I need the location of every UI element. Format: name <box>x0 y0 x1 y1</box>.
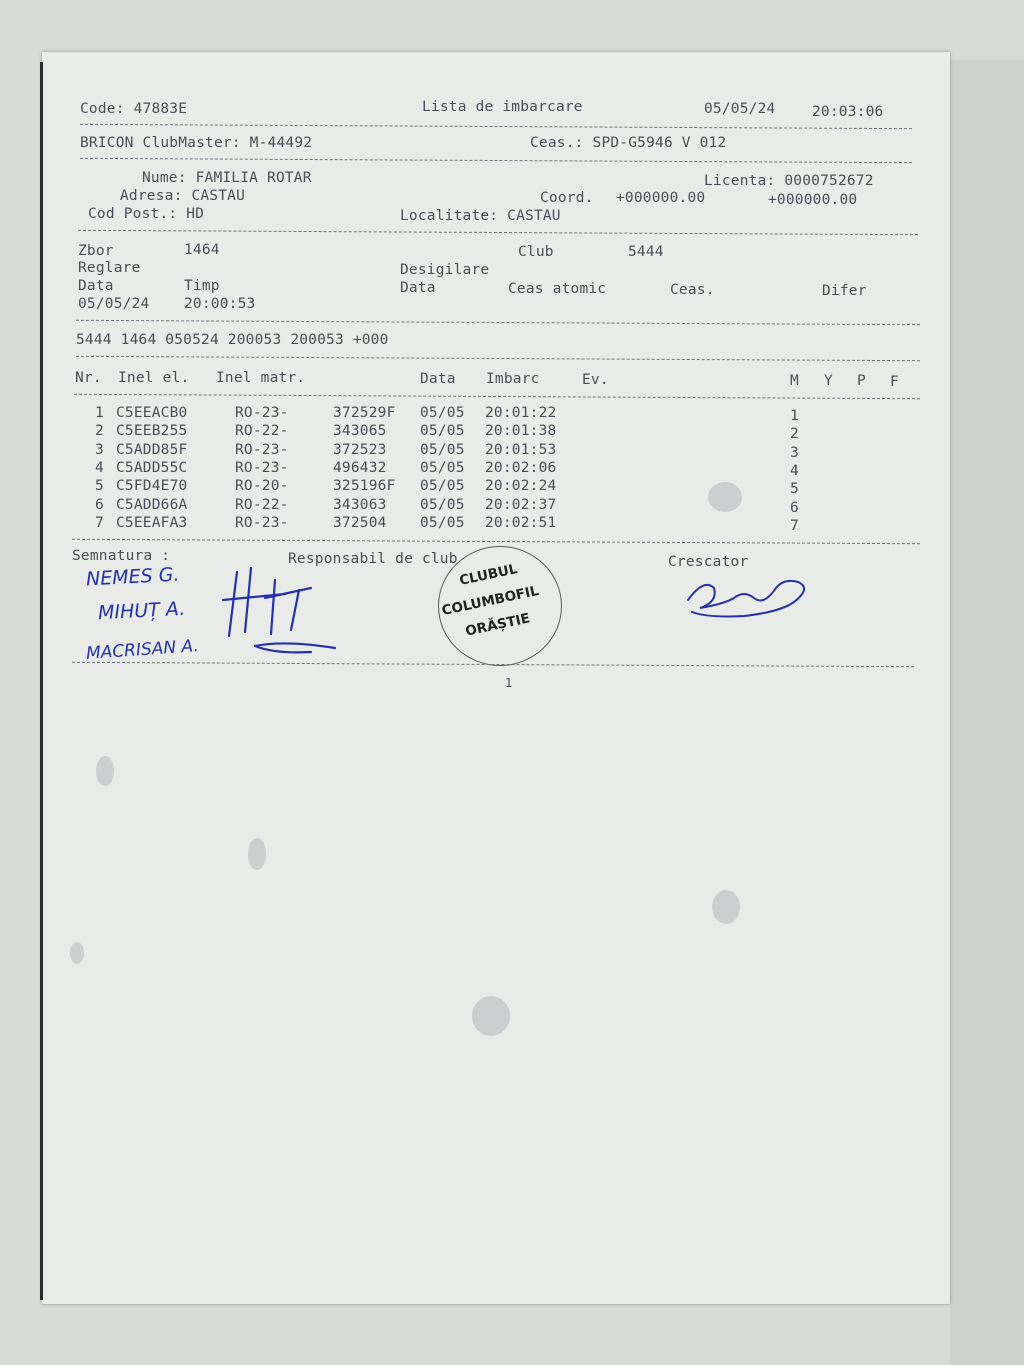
cell-inel-el: C5ADD85F <box>116 441 188 458</box>
cell-inel-el: C5EEAFA3 <box>116 515 188 532</box>
signer-name: MIHUȚ A. <box>97 597 186 625</box>
cell-m: 5 <box>790 481 799 498</box>
col-inel-matr: Inel matr. <box>216 370 306 386</box>
cell-ring-number: 496432 <box>333 460 387 477</box>
cell-nr: 6 <box>95 496 104 513</box>
cell-inel-el: C5EEB255 <box>116 423 188 440</box>
cell-date: 05/05 <box>420 478 465 495</box>
coord-y: +000000.00 <box>768 192 858 208</box>
postal-code: Cod Post.: HD <box>88 206 205 222</box>
cell-ring-prefix: RO-23- <box>235 515 289 532</box>
printed-sheet <box>42 52 950 1304</box>
cell-nr: 4 <box>95 460 104 477</box>
club-number: 5444 <box>628 244 664 260</box>
cell-ring-number: 325196F <box>333 478 396 495</box>
col-y: Y <box>824 373 833 389</box>
clock-label: Ceas.: SPD-G5946 V 012 <box>530 135 727 151</box>
cell-imbarc: 20:02:24 <box>485 478 557 495</box>
timp-label: Timp <box>184 278 220 294</box>
footprint-mark <box>712 890 740 924</box>
print-date: 05/05/24 <box>704 101 776 117</box>
stamp-line: CLUBUL <box>457 561 519 589</box>
page-number: 1 <box>505 676 513 690</box>
col-f: F <box>890 374 899 390</box>
cell-m: 1 <box>790 408 799 424</box>
cell-date: 05/05 <box>420 496 465 513</box>
cell-ring-number: 372529F <box>333 405 396 421</box>
cell-date: 05/05 <box>420 423 465 440</box>
col-nr: Nr. <box>75 370 102 386</box>
cell-ring-prefix: RO-20- <box>235 478 289 495</box>
cell-imbarc: 20:02:06 <box>485 460 557 477</box>
cell-inel-el: C5ADD55C <box>116 460 188 477</box>
coord-label: Coord. <box>540 190 594 206</box>
cell-imbarc: 20:01:53 <box>485 441 557 458</box>
cell-ring-prefix: RO-22- <box>235 423 289 440</box>
signer-name: NEMES G. <box>85 563 180 591</box>
locality: Localitate: CASTAU <box>400 208 561 224</box>
data-label: Data <box>78 278 114 294</box>
license-number: Licenta: 0000752672 <box>704 173 874 189</box>
cell-m: 3 <box>790 444 799 461</box>
difference-label: Difer <box>822 283 867 299</box>
cell-imbarc: 20:01:38 <box>485 423 557 440</box>
cell-inel-el: C5EEACB0 <box>116 405 188 421</box>
col-inel-el: Inel el. <box>118 370 190 386</box>
owner-address: Adresa: CASTAU <box>120 188 246 204</box>
cell-nr: 7 <box>95 515 104 532</box>
coord-x: +000000.00 <box>616 190 706 206</box>
col-ev: Ev. <box>582 372 609 388</box>
document-title: Lista de imbarcare <box>422 99 583 115</box>
cell-ring-prefix: RO-22- <box>235 496 289 513</box>
cell-m: 7 <box>790 518 799 535</box>
data-label-2: Data <box>400 280 436 296</box>
club-stamp <box>438 546 562 666</box>
cell-inel-el: C5ADD66A <box>116 496 188 513</box>
cell-imbarc: 20:02:51 <box>485 515 557 532</box>
cell-m: 6 <box>790 499 799 516</box>
binder-edge <box>40 62 43 1300</box>
clubmaster-label: BRICON ClubMaster: M-44492 <box>80 135 313 151</box>
cell-m: 2 <box>790 426 799 443</box>
col-m: M <box>790 373 799 389</box>
flight-number: 1464 <box>184 242 220 258</box>
club-responsible-label: Responsabil de club <box>288 551 458 567</box>
handwritten-signature <box>215 560 350 660</box>
set-date: 05/05/24 <box>78 296 150 312</box>
signer-name: MACRISAN A. <box>85 636 200 664</box>
footprint-mark <box>708 482 742 512</box>
flight-label: Zbor <box>78 243 114 259</box>
cell-inel-el: C5FD4E70 <box>116 478 188 495</box>
cell-date: 05/05 <box>420 441 465 458</box>
clock-short-label: Ceas. <box>670 282 715 298</box>
cell-ring-number: 372523 <box>333 441 387 458</box>
cell-ring-prefix: RO-23- <box>235 460 289 477</box>
desigilare-label: Desigilare <box>400 262 490 278</box>
stamp-line: ORĂȘTIE <box>464 610 532 640</box>
cell-imbarc: 20:01:22 <box>485 405 557 421</box>
footprint-mark <box>248 838 266 870</box>
footprint-mark <box>472 996 510 1036</box>
cell-nr: 5 <box>95 478 104 495</box>
breeder-label: Crescator <box>668 554 749 570</box>
cell-nr: 2 <box>95 423 104 440</box>
col-data: Data <box>420 371 456 387</box>
stamp-line: COLUMBOFIL <box>440 582 541 620</box>
set-time: 20:00:53 <box>184 296 256 312</box>
footprint-mark <box>70 942 84 964</box>
cell-imbarc: 20:02:37 <box>485 496 557 513</box>
cell-nr: 1 <box>95 405 104 421</box>
summary-line: 5444 1464 050524 200053 200053 +000 <box>76 332 389 348</box>
col-p: P <box>857 373 866 389</box>
cell-m: 4 <box>790 463 799 480</box>
cell-ring-number: 372504 <box>333 515 387 532</box>
cell-ring-number: 343063 <box>333 496 387 513</box>
print-time: 20:03:06 <box>812 104 884 120</box>
breeder-signature <box>684 568 816 624</box>
col-imbarc: Imbarc <box>486 371 540 387</box>
reglare-label: Reglare <box>78 260 141 276</box>
cell-date: 05/05 <box>420 460 465 477</box>
signature-label: Semnatura : <box>72 548 171 564</box>
cell-ring-prefix: RO-23- <box>235 441 289 458</box>
background-shadow <box>950 60 1024 1365</box>
cell-date: 05/05 <box>420 405 465 421</box>
cell-nr: 3 <box>95 441 104 458</box>
cell-ring-number: 343065 <box>333 423 387 440</box>
footprint-mark <box>96 756 114 786</box>
atomic-clock-label: Ceas atomic <box>508 281 607 297</box>
club-label: Club <box>518 244 554 260</box>
cell-date: 05/05 <box>420 515 465 532</box>
cell-ring-prefix: RO-23- <box>235 405 289 421</box>
code-label: Code: 47883E <box>80 101 188 117</box>
owner-name: Nume: FAMILIA ROTAR <box>142 170 312 186</box>
